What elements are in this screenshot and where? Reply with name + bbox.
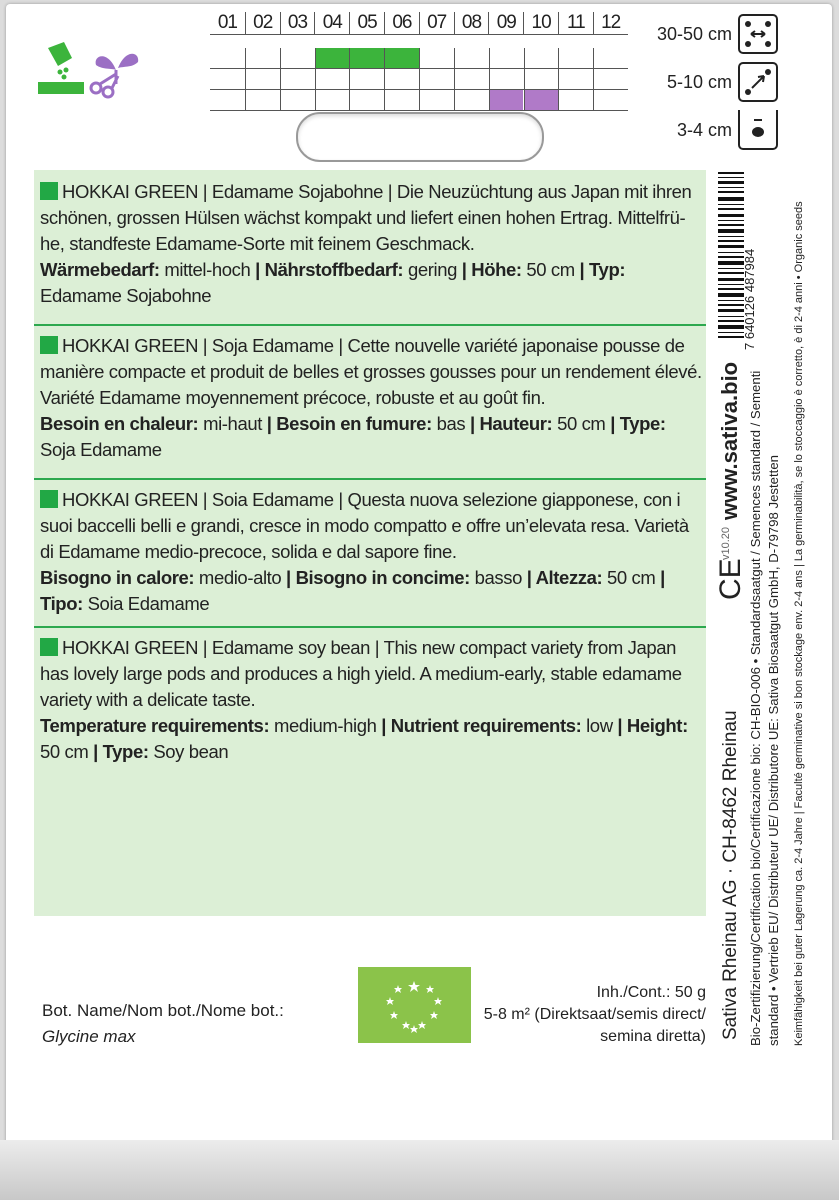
en-val-1: medium-high: [269, 715, 382, 736]
plant-spacing-icon: [738, 62, 778, 102]
sowing-depth-icon: [738, 110, 778, 150]
calendar-month-10: 10: [523, 12, 558, 34]
description-de: [40, 179, 704, 309]
botanical-latin-name: Glycine max: [42, 1027, 136, 1046]
green-square-marker: [40, 336, 58, 354]
fr-val-4: Soja Edamame: [40, 439, 162, 460]
distribution-line: standard • Vertrieb EU/ Distributeur UE/ Distributore UE: Sativa Biosaatgut GmbH, D-79798 Jestetten: [766, 455, 781, 1046]
sowing-harvest-calendar: [210, 12, 628, 34]
green-square-marker: [40, 182, 58, 200]
organic-plant-scissors-icon: [88, 40, 144, 100]
calendar-month-08: 08: [454, 12, 489, 34]
calendar-row-line: [210, 110, 628, 111]
plant-spacing-label: 5-10 cm: [666, 72, 732, 92]
fr-key-3: | Hauteur:: [469, 413, 553, 434]
calendar-col-line: [558, 48, 559, 110]
it-val-4: Soia Edamame: [82, 593, 210, 614]
fr-val-2: bas: [431, 413, 470, 434]
calendar-month-05: 05: [349, 12, 384, 34]
description-fr: [40, 333, 704, 463]
de-key-3: | Höhe:: [461, 259, 522, 280]
en-key-2: | Nutrient requirements:: [381, 715, 582, 736]
it-key-1: Bisogno in calore:: [40, 567, 195, 588]
harvest-bar-10: [525, 90, 559, 110]
de-key-2: | Nährstoffbedarf:: [255, 259, 404, 280]
de-val-3: 50 cm: [521, 259, 580, 280]
calendar-col-line: [280, 48, 281, 110]
left-icons: [38, 40, 148, 105]
sowing-bar-06: [385, 48, 419, 68]
ce-mark: CE: [714, 558, 747, 600]
calendar-row-line: [210, 34, 628, 35]
fr-val-3: 50 cm: [552, 413, 611, 434]
divider: [34, 324, 706, 326]
green-square-marker: [40, 490, 58, 508]
calendar-month-07: 07: [419, 12, 454, 34]
botanical-name: [42, 998, 284, 1050]
calendar-month-04: 04: [314, 12, 349, 34]
barcode-digits: 7 640126 487984: [742, 248, 757, 350]
contents-area-cont: semina diretta): [600, 1028, 706, 1045]
version: v10.20: [720, 526, 732, 560]
de-val-4: Edamame Sojabohne: [40, 285, 212, 306]
it-val-3: 50 cm: [602, 567, 661, 588]
de-key-4: | Typ:: [579, 259, 626, 280]
sowing-bar-04: [316, 48, 350, 68]
en-key-3: | Height:: [617, 715, 688, 736]
calendar-col-line: [419, 48, 420, 110]
divider: [34, 478, 706, 480]
calendar-month-06: 06: [384, 12, 419, 34]
sowing-bar-05: [350, 48, 384, 68]
company-address: Sativa Rheinau AG · CH-8462 Rheinau: [720, 710, 741, 1040]
packet-bottom-edge: [0, 1140, 839, 1200]
calendar-month-09: 09: [488, 12, 523, 34]
it-val-1: medio-alto: [194, 567, 287, 588]
calendar-months: [210, 12, 628, 34]
calendar-month-03: 03: [280, 12, 315, 34]
en-val-2: low: [581, 715, 618, 736]
en-key-1: Temperature requirements:: [40, 715, 270, 736]
calendar-col-line: [454, 48, 455, 110]
en-val-3: 50 cm: [40, 741, 94, 762]
it-key-4: | Tipo:: [40, 567, 665, 614]
de-val-1: mittel-hoch: [159, 259, 256, 280]
website: www.sativa.bio: [717, 361, 742, 520]
it-val-2: basso: [469, 567, 527, 588]
calendar-month-01: 01: [217, 12, 237, 33]
calendar-grid: [210, 48, 628, 112]
calendar-month-11: 11: [558, 12, 593, 34]
harvest-bar-09: [490, 90, 524, 110]
germination-line: Keimfähigkeit bei guter Lagerung ca. 2-4 Jahre | Faculté germinative si bon stockage env. 2-4 ans | La germinabilità, se lo stoccaggio è corretto, è di 2-4 anni • Organic seeds: [793, 201, 805, 1046]
eu-organic-logo: [358, 967, 471, 1043]
description-fr-intro: HOKKAI GREEN | Soja Edamame | Cette nouvelle variété japonaise pousse de manière compacte et produit de belles et grosses gousses pour un rendement élevé. Variété Edamame moyennement précoce, robuste et au goût fin.: [40, 335, 702, 408]
calendar-month-12: 12: [593, 12, 628, 34]
en-val-4: Soy bean: [148, 741, 229, 762]
it-key-2: | Bisogno in concime:: [286, 567, 470, 588]
calendar-month-02: 02: [245, 12, 280, 34]
description-it: [40, 487, 704, 617]
contents-weight: Inh./Cont.: 50 g: [596, 984, 706, 1001]
calendar-col-line: [245, 48, 246, 110]
description-de-intro: HOKKAI GREEN | Edamame Sojabohne | Die Neuzüchtung aus Japan mit ihren schönen, grossen Hülsen wächst kompakt und liefert einen hohen Ertrag. Mittelfrü-he, standfeste Edamame-Sorte mit feinem Geschmack.: [40, 181, 692, 254]
fr-key-4: | Type:: [610, 413, 666, 434]
row-spacing-label: 30-50 cm: [656, 24, 732, 44]
row-spacing-icon: [738, 14, 778, 54]
fr-key-1: Besoin en chaleur:: [40, 413, 199, 434]
description-en-intro: HOKKAI GREEN | Edamame soy bean | This new compact variety from Japan has lovely large pods and produces a high yield. A medium-early, stable edamame variety with a delicate taste.: [40, 637, 682, 710]
sowing-depth-label: 3-4 cm: [676, 120, 732, 140]
it-key-3: | Altezza:: [526, 567, 603, 588]
certification-line: Bio-Zertifizierung/Certification bio/Certificazione bio: CH-BIO-006 • Standardsaatgut / Semences standard / Sementi: [748, 370, 763, 1046]
description-it-intro: HOKKAI GREEN | Soia Edamame | Questa nuova selezione giapponese, con i suoi baccelli belli e grandi, cresce in modo compatto e offre un’elevata resa. Varietà di Edamame medio-precoce, solida e dal sapore fine.: [40, 489, 689, 562]
divider: [34, 626, 706, 628]
fr-val-1: mi-haut: [198, 413, 267, 434]
description-en: [40, 635, 704, 765]
contents-area: 5-8 m² (Direktsaat/semis direct/: [483, 1006, 706, 1023]
de-val-2: gering: [403, 259, 462, 280]
fr-key-2: | Besoin en fumure:: [266, 413, 432, 434]
package-contents: [480, 982, 706, 1048]
hang-hole: [296, 112, 544, 162]
calendar-col-line: [593, 48, 594, 110]
de-key-1: Wärmebedarf:: [40, 259, 160, 280]
description-panel: [34, 170, 706, 916]
botanical-label: Bot. Name/Nom bot./Nome bot.:: [42, 1001, 284, 1020]
green-square-marker: [40, 638, 58, 656]
en-key-4: | Type:: [93, 741, 149, 762]
